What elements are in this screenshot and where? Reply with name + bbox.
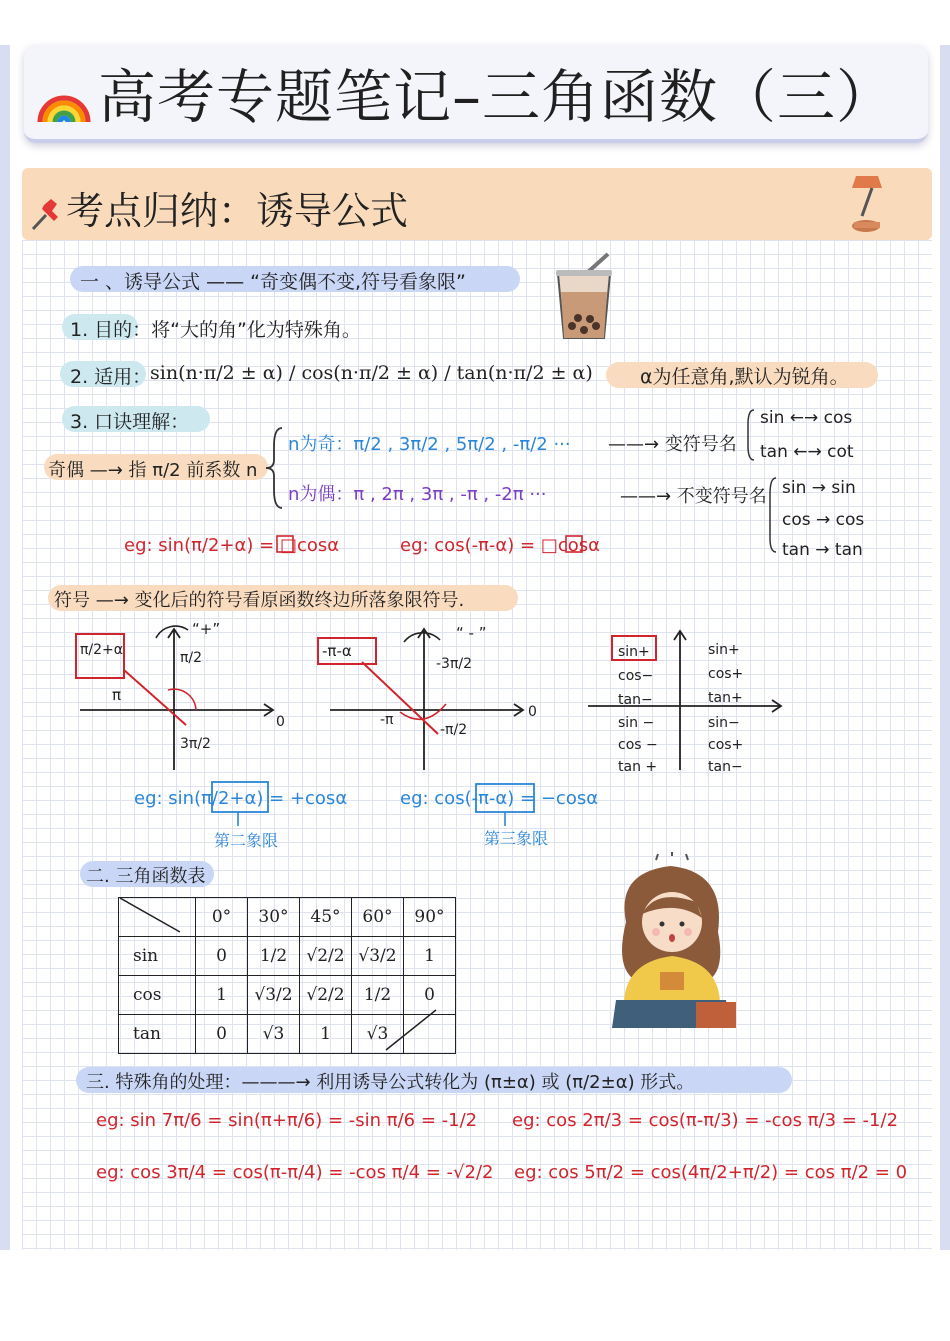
quadrant-example-1-note: 第二象限 (214, 831, 279, 850)
table-cell: √2/2 (300, 976, 352, 1015)
d2-right-label: 0 (528, 704, 537, 720)
even-brace (770, 478, 776, 552)
goal-text: 1. 目的：将“大的角”化为特殊角。 (70, 319, 361, 341)
quadrant-example-1: eg: sin(π/2+α) = +cosα (134, 788, 348, 809)
table-cell: √3 (248, 1015, 300, 1054)
even-result: ——→ 不变符号名 (620, 486, 767, 507)
q3-signs (618, 712, 658, 778)
table-cell: cos (119, 976, 196, 1015)
d2-left-label: -π (380, 712, 394, 728)
apply-formula: sin(n·π/2 ± α) / cos(n·π/2 ± α) / tan(n·π/2 ± α) (150, 362, 593, 384)
d2-terminal-side (362, 662, 438, 734)
mnemonic-example-1: eg: sin(π/2+α) = □cosα (124, 535, 340, 556)
d1-top-label: π/2 (180, 650, 203, 666)
table-header: 90° (404, 898, 456, 937)
q1-tan: tan+ (708, 690, 743, 706)
d1-left-label: π (112, 686, 122, 704)
table-row (119, 976, 456, 1015)
mnemonic-label: 3. 口诀理解： (70, 411, 190, 433)
d1-terminal-side (124, 670, 186, 725)
table-cell: 0 (404, 976, 456, 1015)
even-pair-2: cos → cos (782, 510, 865, 530)
table-cell: √3/2 (352, 937, 404, 976)
q4-cos: cos+ (708, 737, 744, 753)
d2-sign: “ - ” (456, 624, 487, 642)
part3-heading: 三. 特殊角的处理：———→ 利用诱导公式转化为 (π±α) 或 (π/2±α) 形式。 (86, 1072, 695, 1093)
table-cell: tan (119, 1015, 196, 1054)
part2-heading: 二. 三角函数表 (86, 866, 206, 887)
table-header: 60° (352, 898, 404, 937)
main-brace (266, 428, 282, 508)
q4-signs (708, 712, 743, 778)
special-angle-example-4: eg: cos 5π/2 = cos(4π/2+π/2) = cos π/2 = 0 (514, 1162, 908, 1183)
d1-right-label: 0 (276, 714, 285, 730)
table-cell: 1 (300, 1015, 352, 1054)
apply-note: α为任意角,默认为锐角。 (640, 366, 849, 388)
special-angle-example-1: eg: sin 7π/6 = sin(π+π/6) = -sin π/6 = -1/2 (96, 1110, 478, 1131)
table-header-row (119, 898, 456, 937)
even-pair-1: sin → sin (782, 478, 856, 498)
table-cell: √3/2 (248, 976, 300, 1015)
table-row (119, 1015, 456, 1054)
table-cell: 1 (404, 937, 456, 976)
n-odd-line: n为奇：π/2 , 3π/2 , 5π/2 , -π/2 ··· (288, 434, 571, 455)
mnemonic-example-2: eg: cos(-π-α) = □cosα (400, 535, 600, 556)
table-header: 30° (248, 898, 300, 937)
table-cell (404, 1015, 456, 1054)
q2-tan: tan− (618, 692, 653, 708)
section-title-text: 考点归纳：诱导公式 (66, 189, 409, 233)
part1-heading: 一 、诱导公式 —— “奇变偶不变,符号看象限” (80, 271, 466, 293)
q2-sin: sin+ (618, 644, 650, 660)
answer-box-1 (277, 536, 293, 552)
table-cell: 1/2 (248, 937, 300, 976)
table-cell: 0 (196, 1015, 248, 1054)
table-corner (119, 898, 196, 937)
table-cell: sin (119, 937, 196, 976)
q4-tan: tan− (708, 759, 743, 775)
odd-result: ——→ 变符号名 (608, 434, 737, 455)
odd-brace (748, 410, 754, 460)
d2-top-label: -3π/2 (436, 656, 473, 672)
table-cell: 1/2 (352, 976, 404, 1015)
d1-angle-box: π/2+α (80, 642, 124, 658)
d1-bottom-label: 3π/2 (180, 736, 211, 752)
quadrant-example-2-note: 第三象限 (484, 829, 549, 848)
q2-signs (618, 640, 653, 712)
q1-cos: cos+ (708, 666, 744, 682)
table-header: 45° (300, 898, 352, 937)
table-header: 0° (196, 898, 248, 937)
q1-signs (708, 638, 743, 710)
special-angle-example-3: eg: cos 3π/4 = cos(π-π/4) = -cos π/4 = -√2/2 (96, 1162, 494, 1183)
table-cell: √2/2 (300, 937, 352, 976)
table-cell: 0 (196, 937, 248, 976)
odd-pair-2: tan ←→ cot (760, 442, 854, 462)
even-pair-3: tan → tan (782, 540, 863, 560)
quadrant-example-2: eg: cos(-π-α) = −cosα (400, 788, 599, 809)
apply-label: 2. 适用： (70, 366, 152, 388)
d1-sign: “+” (192, 620, 221, 638)
q4-sin: sin− (708, 715, 740, 731)
table-row (119, 937, 456, 976)
q3-tan: tan + (618, 759, 658, 775)
n-even-line: n为偶：π , 2π , 3π , -π , -2π ··· (288, 484, 547, 505)
special-angle-example-2: eg: cos 2π/3 = cos(π-π/3) = -cos π/3 = -1/2 (512, 1110, 899, 1131)
student-illustration (596, 852, 746, 1032)
table-cell: √3 (352, 1015, 404, 1054)
q3-sin: sin − (618, 715, 655, 731)
q1-sin: sin+ (708, 642, 740, 658)
answer-box-2 (566, 536, 582, 552)
q2-cos: cos− (618, 668, 654, 684)
odd-pair-1: sin ←→ cos (760, 408, 853, 428)
trig-table (118, 897, 456, 1054)
odd-even-lead: 奇偶 —→ 指 π/2 前系数 n (48, 460, 258, 481)
d2-angle-box: -π-α (322, 642, 352, 660)
title-text: 高考专题笔记–三角函数（三） (98, 63, 896, 131)
d2-bottom-label: -π/2 (440, 722, 468, 738)
sign-rule: 符号 —→ 变化后的符号看原函数终边所落象限符号. (54, 590, 465, 611)
q3-cos: cos − (618, 737, 658, 753)
table-cell: 1 (196, 976, 248, 1015)
